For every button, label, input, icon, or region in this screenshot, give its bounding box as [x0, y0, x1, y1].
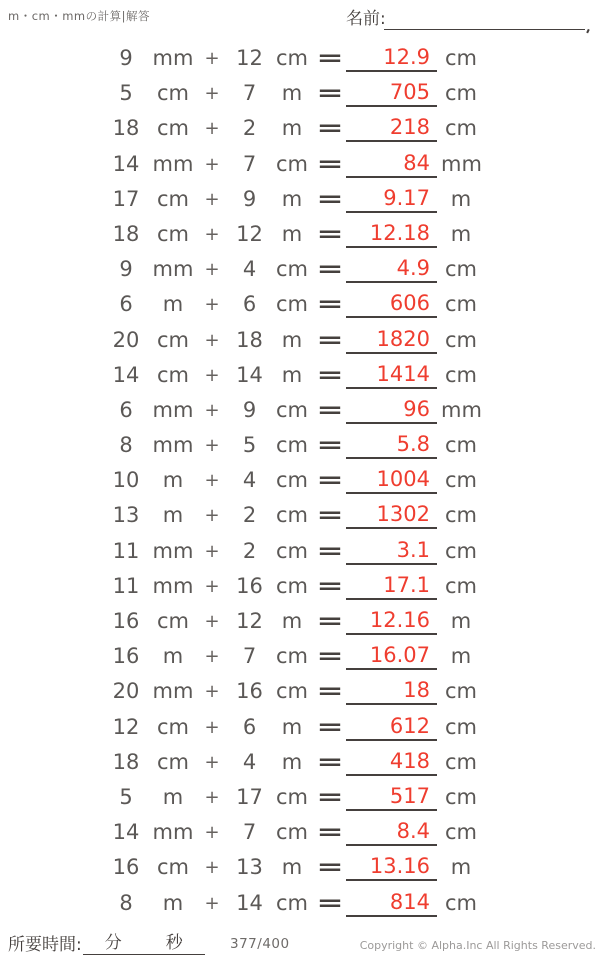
equals-sign: =	[316, 609, 344, 633]
operand-1-unit: cm	[156, 81, 189, 106]
operand-2-unit: m	[281, 81, 303, 106]
name-field	[346, 4, 588, 32]
answer-unit: m	[450, 221, 472, 246]
equals-sign: =	[316, 855, 344, 880]
equals-sign: =	[316, 151, 344, 176]
plus-operator: +	[204, 857, 220, 879]
problem-row	[0, 323, 600, 358]
answer-value: 12.16	[369, 608, 430, 632]
operand-2-value: 12	[236, 221, 263, 246]
operand-1-unit: mm	[152, 397, 194, 422]
answer-blank	[346, 641, 437, 670]
equals-sign: =	[316, 644, 344, 669]
answer-unit: cm	[444, 81, 477, 106]
plus-operator: +	[204, 329, 220, 351]
operand-2-unit: m	[281, 116, 303, 141]
operand-2-value: 2	[242, 538, 257, 563]
answer-unit: m	[450, 609, 472, 633]
operand-2-unit: cm	[275, 468, 308, 493]
operand-2-unit: m	[281, 221, 303, 246]
plus-operator: +	[204, 681, 220, 703]
operand-2-value: 16	[236, 679, 263, 704]
answer-blank	[346, 888, 437, 917]
operand-2-unit: cm	[275, 433, 308, 458]
problem-row	[0, 217, 600, 252]
operand-1-unit: mm	[152, 538, 194, 563]
answer-value: 5.8	[396, 432, 430, 457]
operand-1-value: 5	[119, 784, 133, 809]
plus-operator: +	[204, 786, 220, 808]
answer-unit: cm	[444, 362, 477, 387]
operand-1-value: 18	[112, 116, 140, 141]
plus-operator: +	[204, 716, 220, 738]
operand-1-unit: mm	[152, 257, 194, 282]
operand-2-unit: cm	[275, 820, 308, 845]
operand-2-value: 18	[236, 327, 263, 352]
plus-operator: +	[204, 118, 220, 140]
name-label: 名前:	[346, 9, 386, 29]
operand-1-value: 13	[112, 503, 140, 528]
answer-value: 218	[389, 115, 430, 140]
answer-unit: cm	[444, 820, 477, 845]
answer-unit: cm	[444, 116, 477, 141]
operand-2-value: 7	[242, 644, 257, 669]
answer-unit: cm	[444, 714, 477, 739]
plus-operator: +	[204, 892, 220, 914]
page-title: m・cm・mmの計算|解答	[8, 9, 151, 23]
answer-value: 8.4	[396, 819, 430, 844]
answer-value: 12.18	[369, 220, 430, 245]
problem-row	[0, 604, 600, 639]
operand-1-unit: mm	[152, 573, 194, 598]
answer-blank	[346, 676, 437, 705]
answer-blank	[346, 712, 437, 741]
answer-value: 1414	[376, 361, 430, 386]
answer-unit: cm	[444, 327, 477, 352]
equals-sign: =	[316, 46, 344, 70]
answer-unit: cm	[444, 749, 477, 774]
answer-unit: cm	[444, 292, 477, 317]
operand-1-value: 18	[112, 221, 140, 246]
answer-blank	[346, 606, 437, 635]
equals-sign: =	[316, 573, 344, 598]
operand-2-unit: m	[281, 855, 303, 880]
operand-1-value: 14	[112, 820, 140, 845]
answer-value: 418	[389, 748, 430, 773]
plus-operator: +	[204, 470, 220, 492]
answer-blank	[346, 325, 437, 354]
plus-operator: +	[204, 48, 220, 69]
problem-row	[0, 76, 600, 111]
plus-operator: +	[204, 399, 220, 421]
answer-blank	[346, 360, 437, 389]
operand-1-unit: m	[162, 503, 184, 528]
operand-1-value: 11	[112, 573, 140, 598]
answer-unit: cm	[444, 468, 477, 493]
answer-value: 705	[389, 80, 430, 105]
answer-blank	[346, 219, 437, 248]
answer-value: 17.1	[383, 572, 430, 597]
equals-sign: =	[316, 186, 344, 211]
plus-operator: +	[204, 751, 220, 773]
operand-1-value: 10	[112, 468, 140, 493]
operand-2-value: 7	[242, 151, 257, 176]
copyright: Copyright © Alpha.Inc All Rights Reserved.	[359, 939, 596, 952]
operand-2-unit: m	[281, 186, 303, 211]
answer-unit: m	[450, 644, 472, 669]
plus-operator: +	[204, 83, 220, 105]
plus-operator: +	[204, 364, 220, 386]
answer-value: 1302	[376, 502, 430, 527]
answer-value: 12.9	[383, 45, 430, 69]
problem-row	[0, 850, 600, 885]
answer-value: 96	[403, 396, 430, 421]
operand-2-value: 13	[236, 855, 263, 880]
plus-operator: +	[204, 575, 220, 597]
operand-1-value: 14	[112, 362, 140, 387]
problem-row	[0, 815, 600, 850]
answer-unit: cm	[444, 890, 477, 915]
answer-value: 9.17	[383, 185, 430, 210]
problem-row	[0, 393, 600, 428]
plus-operator: +	[204, 505, 220, 527]
equals-sign: =	[316, 714, 344, 739]
plus-operator: +	[204, 435, 220, 457]
operand-1-unit: mm	[152, 433, 194, 458]
operand-2-unit: cm	[275, 573, 308, 598]
operand-2-value: 6	[242, 714, 257, 739]
operand-2-value: 4	[242, 468, 257, 493]
operand-2-value: 2	[242, 116, 257, 141]
problem-row	[0, 428, 600, 463]
answer-value: 606	[389, 291, 430, 316]
plus-operator: +	[204, 646, 220, 668]
operand-2-value: 9	[242, 186, 257, 211]
answer-blank	[346, 782, 437, 811]
operand-1-value: 16	[112, 609, 140, 633]
time-underline	[83, 928, 205, 955]
answer-value: 612	[389, 713, 430, 738]
problem-list	[0, 41, 600, 921]
operand-1-unit: m	[162, 784, 184, 809]
operand-1-unit: cm	[156, 749, 189, 774]
problem-row	[0, 463, 600, 498]
operand-2-unit: cm	[275, 397, 308, 422]
operand-2-unit: cm	[275, 46, 308, 70]
problem-row	[0, 498, 600, 533]
operand-2-unit: m	[281, 749, 303, 774]
operand-1-value: 16	[112, 644, 140, 669]
answer-value: 3.1	[396, 537, 430, 562]
plus-operator: +	[204, 188, 220, 210]
equals-sign: =	[316, 292, 344, 317]
equals-sign: =	[316, 221, 344, 246]
operand-1-unit: m	[162, 292, 184, 317]
operand-1-value: 20	[112, 327, 140, 352]
answer-value: 1820	[376, 326, 430, 351]
answer-blank	[346, 430, 437, 459]
operand-2-unit: cm	[275, 644, 308, 669]
plus-operator: +	[204, 294, 220, 316]
answer-unit: m	[450, 186, 472, 211]
minutes-label: 分	[104, 933, 122, 953]
answer-value: 517	[389, 783, 430, 808]
problem-row	[0, 252, 600, 287]
problem-row	[0, 358, 600, 393]
equals-sign: =	[316, 820, 344, 845]
operand-1-value: 14	[112, 151, 140, 176]
answer-unit: cm	[444, 538, 477, 563]
plus-operator: +	[204, 223, 220, 245]
answer-unit: m	[450, 855, 472, 880]
page-number: 377/400	[230, 936, 290, 952]
problem-row	[0, 639, 600, 674]
answer-unit: mm	[441, 397, 482, 422]
operand-1-unit: mm	[152, 151, 194, 176]
operand-2-unit: m	[281, 362, 303, 387]
answer-value: 84	[403, 150, 430, 175]
answer-unit: mm	[441, 151, 482, 176]
seconds-label: 秒	[165, 933, 183, 953]
operand-1-unit: mm	[152, 820, 194, 845]
problem-row	[0, 534, 600, 569]
operand-2-unit: cm	[275, 538, 308, 563]
answer-unit: cm	[444, 46, 477, 70]
answer-blank	[346, 747, 437, 776]
time-label: 所要時間:	[8, 935, 82, 955]
answer-blank	[346, 149, 437, 178]
operand-1-value: 9	[119, 257, 133, 282]
operand-1-unit: cm	[156, 327, 189, 352]
answer-value: 13.16	[369, 854, 430, 879]
answer-unit: cm	[444, 784, 477, 809]
operand-2-value: 14	[236, 890, 263, 915]
answer-blank	[346, 852, 437, 881]
equals-sign: =	[316, 257, 344, 282]
operand-1-unit: m	[162, 644, 184, 669]
operand-2-value: 4	[242, 257, 257, 282]
answer-value: 814	[389, 889, 430, 914]
answer-unit: cm	[444, 503, 477, 528]
answer-blank	[346, 184, 437, 213]
operand-1-unit: mm	[152, 46, 194, 70]
equals-sign: =	[316, 679, 344, 704]
operand-2-unit: cm	[275, 784, 308, 809]
problem-row	[0, 111, 600, 146]
equals-sign: =	[316, 397, 344, 422]
plus-operator: +	[204, 153, 220, 175]
equals-sign: =	[316, 538, 344, 563]
problem-row	[0, 41, 600, 76]
operand-2-value: 7	[242, 81, 257, 106]
problem-row	[0, 147, 600, 182]
operand-2-value: 6	[242, 292, 257, 317]
operand-1-value: 8	[119, 433, 133, 458]
operand-2-unit: cm	[275, 503, 308, 528]
problem-row	[0, 182, 600, 217]
equals-sign: =	[316, 468, 344, 493]
problem-row	[0, 710, 600, 745]
operand-2-unit: m	[281, 714, 303, 739]
operand-1-unit: cm	[156, 855, 189, 880]
answer-value: 16.07	[369, 643, 430, 668]
operand-2-value: 16	[236, 573, 263, 598]
equals-sign: =	[316, 890, 344, 915]
operand-1-value: 17	[112, 186, 140, 211]
answer-blank	[346, 78, 437, 107]
equals-sign: =	[316, 503, 344, 528]
operand-2-value: 17	[236, 784, 263, 809]
operand-2-unit: cm	[275, 679, 308, 704]
equals-sign: =	[316, 362, 344, 387]
plus-operator: +	[204, 259, 220, 281]
operand-1-value: 12	[112, 714, 140, 739]
operand-1-unit: cm	[156, 221, 189, 246]
operand-2-value: 9	[242, 397, 257, 422]
operand-1-unit: cm	[156, 714, 189, 739]
answer-unit: cm	[444, 257, 477, 282]
operand-1-value: 20	[112, 679, 140, 704]
operand-2-unit: cm	[275, 292, 308, 317]
equals-sign: =	[316, 81, 344, 106]
answer-unit: cm	[444, 433, 477, 458]
name-underline	[384, 29, 585, 30]
operand-1-value: 9	[119, 46, 133, 70]
operand-1-unit: cm	[156, 609, 189, 633]
answer-blank	[346, 536, 437, 565]
operand-2-unit: cm	[275, 151, 308, 176]
operand-1-value: 18	[112, 749, 140, 774]
answer-value: 1004	[376, 467, 430, 492]
answer-blank	[346, 43, 437, 72]
equals-sign: =	[316, 784, 344, 809]
answer-value: 18	[403, 678, 430, 703]
plus-operator: +	[204, 611, 220, 632]
operand-2-unit: cm	[275, 257, 308, 282]
operand-1-unit: cm	[156, 116, 189, 141]
operand-2-value: 12	[236, 609, 263, 633]
operand-1-value: 16	[112, 855, 140, 880]
operand-2-value: 4	[242, 749, 257, 774]
equals-sign: =	[316, 327, 344, 352]
answer-blank	[346, 571, 437, 600]
plus-operator: +	[204, 540, 220, 562]
answer-blank	[346, 817, 437, 846]
operand-1-unit: cm	[156, 186, 189, 211]
answer-blank	[346, 500, 437, 529]
operand-2-value: 7	[242, 820, 257, 845]
answer-blank	[346, 113, 437, 142]
operand-2-unit: m	[281, 609, 303, 633]
equals-sign: =	[316, 749, 344, 774]
operand-2-value: 14	[236, 362, 263, 387]
operand-1-unit: cm	[156, 362, 189, 387]
problem-row	[0, 287, 600, 322]
operand-2-value: 12	[236, 46, 263, 70]
answer-unit: cm	[444, 573, 477, 598]
operand-1-value: 8	[119, 890, 133, 915]
operand-1-value: 11	[112, 538, 140, 563]
operand-1-value: 6	[119, 397, 133, 422]
plus-operator: +	[204, 822, 220, 844]
operand-2-unit: m	[281, 327, 303, 352]
operand-2-unit: cm	[275, 890, 308, 915]
operand-1-value: 6	[119, 292, 133, 317]
problem-row	[0, 886, 600, 921]
operand-2-value: 2	[242, 503, 257, 528]
operand-2-value: 5	[242, 433, 257, 458]
answer-value: 4.9	[396, 256, 430, 281]
problem-row	[0, 745, 600, 780]
answer-blank	[346, 395, 437, 424]
answer-unit: cm	[444, 679, 477, 704]
answer-blank	[346, 465, 437, 494]
operand-1-value: 5	[119, 81, 133, 106]
operand-1-unit: m	[162, 468, 184, 493]
problem-row	[0, 674, 600, 709]
time-field	[8, 928, 205, 954]
answer-blank	[346, 289, 437, 318]
operand-1-unit: mm	[152, 679, 194, 704]
problem-row	[0, 569, 600, 604]
equals-sign: =	[316, 433, 344, 458]
operand-1-unit: m	[162, 890, 184, 915]
answer-blank	[346, 254, 437, 283]
equals-sign: =	[316, 116, 344, 141]
problem-row	[0, 780, 600, 815]
